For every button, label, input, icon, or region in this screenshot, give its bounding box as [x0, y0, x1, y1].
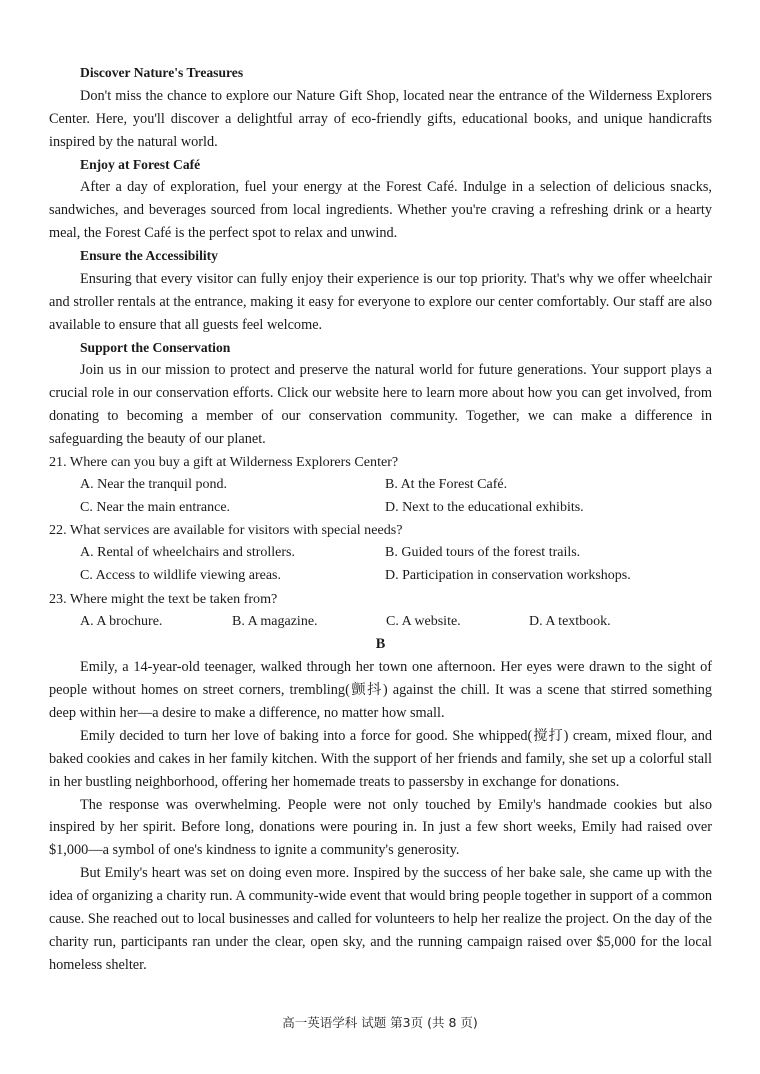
passage-paragraph: Emily, a 14-year-old teenager, walked through her town one afternoon. Her eyes were drawn to the sight of people without homes on street corners, trembling(颤抖) against the chill. It was a scene that stirred something deep within her—a desire to make a difference, no matter how small.	[49, 659, 712, 721]
question-22	[49, 519, 712, 587]
question-options	[49, 542, 712, 588]
question-options	[49, 474, 712, 520]
section-text: Join us in our mission to protect and preserve the natural world for future generations. Your support plays a crucial role in our conservation efforts. Click our website here to learn more about how you can get involved, from donating to becoming a member of our conservation community. Together, we can make a difference in safeguarding the beauty of our planet.	[49, 362, 712, 448]
passage-b	[49, 656, 712, 977]
section-cafe	[49, 154, 712, 246]
section-heading: Support the Conservation	[80, 339, 231, 355]
section-heading: Enjoy at Forest Café	[80, 156, 201, 172]
question-stem: 21. Where can you buy a gift at Wilderness Explorers Center?	[49, 453, 399, 470]
passage-paragraph: But Emily's heart was set on doing even more. Inspired by the success of her bake sale, she came up with the idea of organizing a charity run. A community-wide event that would bring people together in support of a common cause. She reached out to local businesses and called for volunteers to help her realize the project. On the day of the charity run, participants ran under the clear, open sky, and the running campaign raised over $5,000 for the local homeless shelter.	[49, 865, 712, 973]
option-d: D. Participation in conservation workshops.	[385, 567, 631, 583]
passage-paragraph: Emily decided to turn her love of baking into a force for good. She whipped(搅打) cream, mixed flour, and baked cookies and cakes in her family kitchen. With the support of her friends and family, she set up a colorful stall in her bustling neighborhood, offering her homemade treats to passersby in exchange for donations.	[49, 727, 712, 790]
section-conservation	[49, 337, 712, 451]
question-23	[49, 588, 712, 634]
option-c: C. A website.	[386, 613, 461, 629]
question-stem: 22. What services are available for visitors with special needs?	[49, 522, 403, 539]
question-21	[49, 451, 712, 519]
exam-page	[49, 62, 712, 977]
option-c: C. Access to wildlife viewing areas.	[80, 567, 282, 583]
section-gift-shop	[49, 62, 712, 154]
section-heading: Discover Nature's Treasures	[80, 65, 244, 80]
question-stem: 23. Where might the text be taken from?	[49, 590, 278, 607]
page-footer: 高一英语学科 试题 第3页 (共 8 页)	[282, 1015, 478, 1030]
section-text: After a day of exploration, fuel your energy at the Forest Café. Indulge in a selection of delicious snacks, sandwiches, and beverages sourced from local ingredients. Whether you're craving a refreshing drink or a hearty meal, the Forest Café is the perfect spot to relax and unwind.	[49, 179, 712, 242]
option-b: B. Guided tours of the forest trails.	[385, 545, 581, 561]
section-accessibility	[49, 245, 712, 337]
section-heading: Ensure the Accessibility	[80, 248, 218, 264]
option-d: D. Next to the educational exhibits.	[385, 499, 584, 515]
option-a: A. Rental of wheelchairs and strollers.	[80, 545, 295, 561]
section-text: Don't miss the chance to explore our Nature Gift Shop, located near the entrance of the Wilderness Explorers Center. Here, you'll discover a delightful array of eco-friendly gifts, educational books, and unique handicrafts inspired by the natural world.	[49, 87, 712, 150]
option-c: C. Near the main entrance.	[80, 499, 231, 515]
option-a: A. A brochure.	[80, 613, 163, 629]
option-b: B. At the Forest Café.	[385, 476, 508, 492]
option-d: D. A textbook.	[529, 613, 611, 629]
option-b: B. A magazine.	[232, 613, 318, 629]
option-a: A. Near the tranquil pond.	[80, 476, 227, 492]
section-text: Ensuring that every visitor can fully enjoy their experience is our top priority. That's why we offer wheelchair and stroller rentals at the entrance, making it easy for everyone to explore our center comfortably. Our staff are also available to ensure that all guests feel welcome.	[49, 270, 712, 333]
section-b-label: B	[375, 636, 386, 653]
passage-paragraph: The response was overwhelming. People were not only touched by Emily's handmade cookies but also inspired by her spirit. Before long, donations were pouring in. In just a few short weeks, Emily had raised over $1,000—a symbol of one's kindness to ignite a community's generosity.	[49, 796, 712, 859]
question-options	[49, 611, 712, 634]
